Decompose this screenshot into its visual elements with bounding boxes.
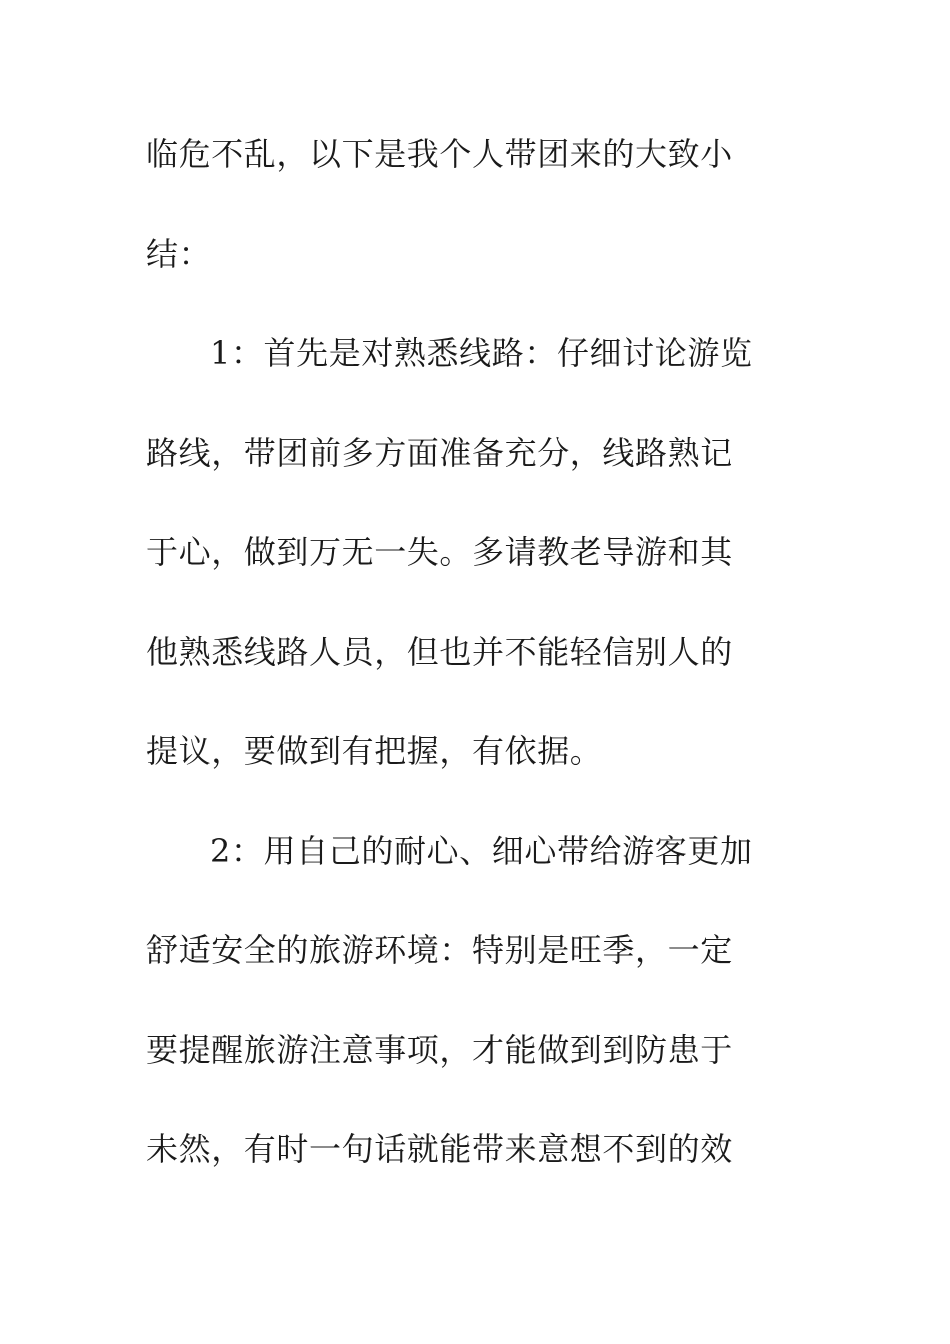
text-line: 临危不乱，以下是我个人带团来的大致小 [146, 135, 733, 173]
text-line: 路线，带团前多方面准备充分，线路熟记 [146, 434, 733, 472]
text-line: 结： [146, 235, 212, 273]
paragraph-1-start: 1：首先是对熟悉线路：仔细讨论游览 [210, 334, 753, 372]
text-line: 于心，做到万无一失。多请教老导游和其 [146, 533, 733, 571]
text-line: 提议，要做到有把握，有依据。 [146, 732, 603, 770]
text-line: 他熟悉线路人员，但也并不能轻信别人的 [146, 633, 733, 671]
text-line: 舒适安全的旅游环境：特别是旺季，一定 [146, 931, 733, 969]
text-line: 未然，有时一句话就能带来意想不到的效 [146, 1130, 733, 1168]
paragraph-2-start: 2：用自己的耐心、细心带给游客更加 [210, 832, 753, 870]
text-line: 要提醒旅游注意事项，才能做到到防患于 [146, 1031, 733, 1069]
